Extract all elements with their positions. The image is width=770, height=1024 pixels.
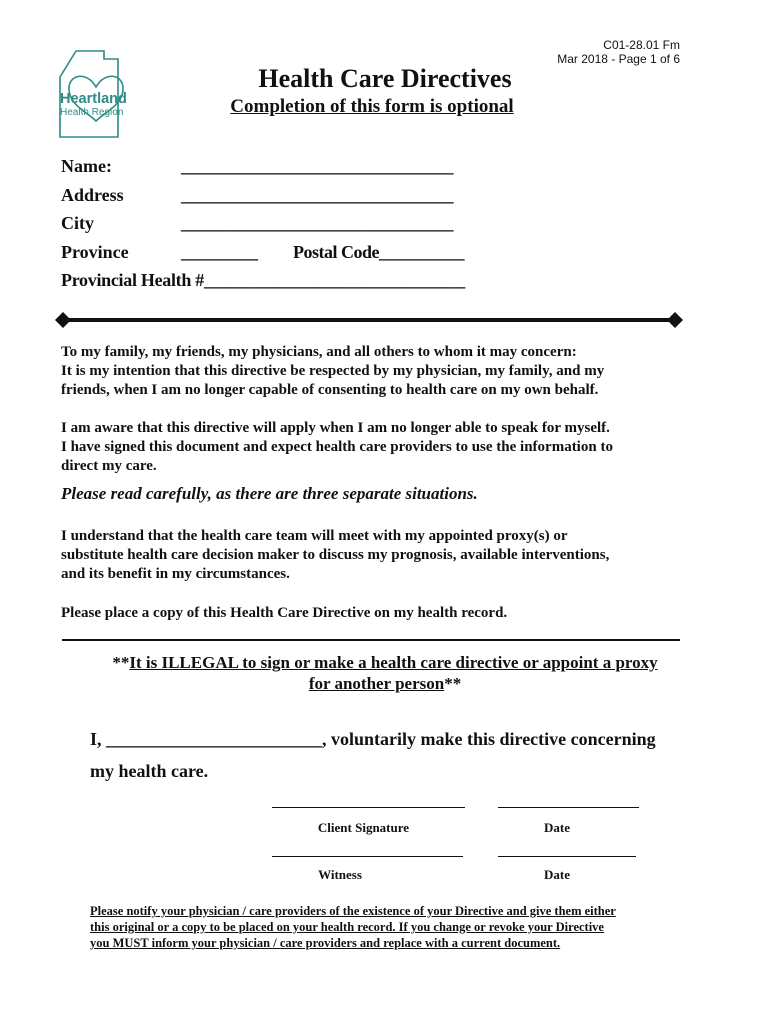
horizontal-rule	[62, 639, 680, 641]
provincial-health-field[interactable]: Provincial Health #______________________________	[61, 270, 465, 290]
warning-prefix: **	[112, 653, 130, 672]
page-info: Mar 2018 - Page 1 of 6	[557, 52, 680, 66]
postal-code-field[interactable]: Postal Code__________	[293, 242, 464, 262]
read-carefully-note: Please read carefully, as there are three separate situations.	[61, 484, 478, 503]
warning-line-1: It is ILLEGAL to sign or make a health care directive or appoint a proxy	[129, 653, 658, 672]
province-label: Province	[61, 242, 129, 262]
section-divider	[55, 308, 683, 332]
city-label: City	[61, 213, 94, 233]
form-code-number: C01-28.01 Fm	[603, 38, 680, 52]
warning-line-2: for another person	[308, 674, 445, 693]
intro-line-1: To my family, my friends, my physicians, and all others to whom it may concern:	[61, 344, 577, 360]
witness-label: Witness	[318, 867, 362, 882]
page-subtitle: Completion of this form is optional	[230, 96, 514, 117]
client-signature-label: Client Signature	[317, 820, 410, 835]
illegal-warning	[90, 652, 680, 694]
awareness-line-2: I have signed this document and expect health care providers to use the information to	[61, 439, 613, 455]
witness-signature-line[interactable]	[272, 856, 463, 857]
notice-line-2: this original or a copy to be placed on your health record. If you change or revoke your Directive	[90, 920, 604, 934]
intro-paragraph	[61, 343, 701, 400]
province-field[interactable]: _________	[181, 242, 258, 262]
awareness-line-1: I am aware that this directive will apply when I am no longer able to speak for myself.	[61, 420, 610, 436]
logo-text-heartland: Heartland	[60, 91, 127, 107]
address-label: Address	[61, 185, 124, 205]
health-record-paragraph: Please place a copy of this Health Care Directive on my health record.	[61, 605, 508, 621]
warning-suffix: **	[444, 674, 462, 693]
intro-line-3: friends, when I am no longer capable of consenting to health care on my own behalf.	[61, 382, 599, 398]
name-field[interactable]: ________________________________	[181, 156, 453, 176]
understanding-line-3: and its benefit in my circumstances.	[61, 566, 290, 582]
form-code	[557, 38, 680, 66]
understanding-line-1: I understand that the health care team will meet with my appointed proxy(s) or	[61, 528, 568, 544]
date-line-2[interactable]	[498, 856, 636, 857]
date-line-1[interactable]	[498, 807, 639, 808]
understanding-paragraph	[61, 527, 701, 584]
client-signature-line[interactable]	[272, 807, 465, 808]
notify-physician-notice	[90, 903, 680, 951]
date-label-1: Date	[544, 820, 570, 835]
name-label: Name:	[61, 156, 112, 176]
notice-line-3: you MUST inform your physician / care providers and replace with a current document.	[90, 936, 561, 950]
page-title: Health Care Directives	[258, 64, 512, 93]
awareness-line-3: direct my care.	[61, 458, 157, 474]
notice-line-1: Please notify your physician / care providers of the existence of your Directive and give them either	[90, 904, 616, 918]
awareness-paragraph	[61, 419, 701, 476]
intro-line-2: It is my intention that this directive be respected by my physician, my family, and my	[61, 363, 605, 379]
date-label-2: Date	[544, 867, 570, 882]
understanding-line-2: substitute health care decision maker to discuss my prognosis, available interventions,	[61, 547, 610, 563]
declaration-line-2: my health care.	[90, 761, 209, 781]
logo-text-health-region: Health Region	[60, 107, 124, 118]
heartland-logo	[56, 47, 136, 141]
declaration-line-1[interactable]: I, ________________________, voluntarily make this directive concerning	[90, 729, 656, 749]
city-field[interactable]: ________________________________	[181, 213, 453, 233]
address-field[interactable]: ________________________________	[181, 185, 453, 205]
